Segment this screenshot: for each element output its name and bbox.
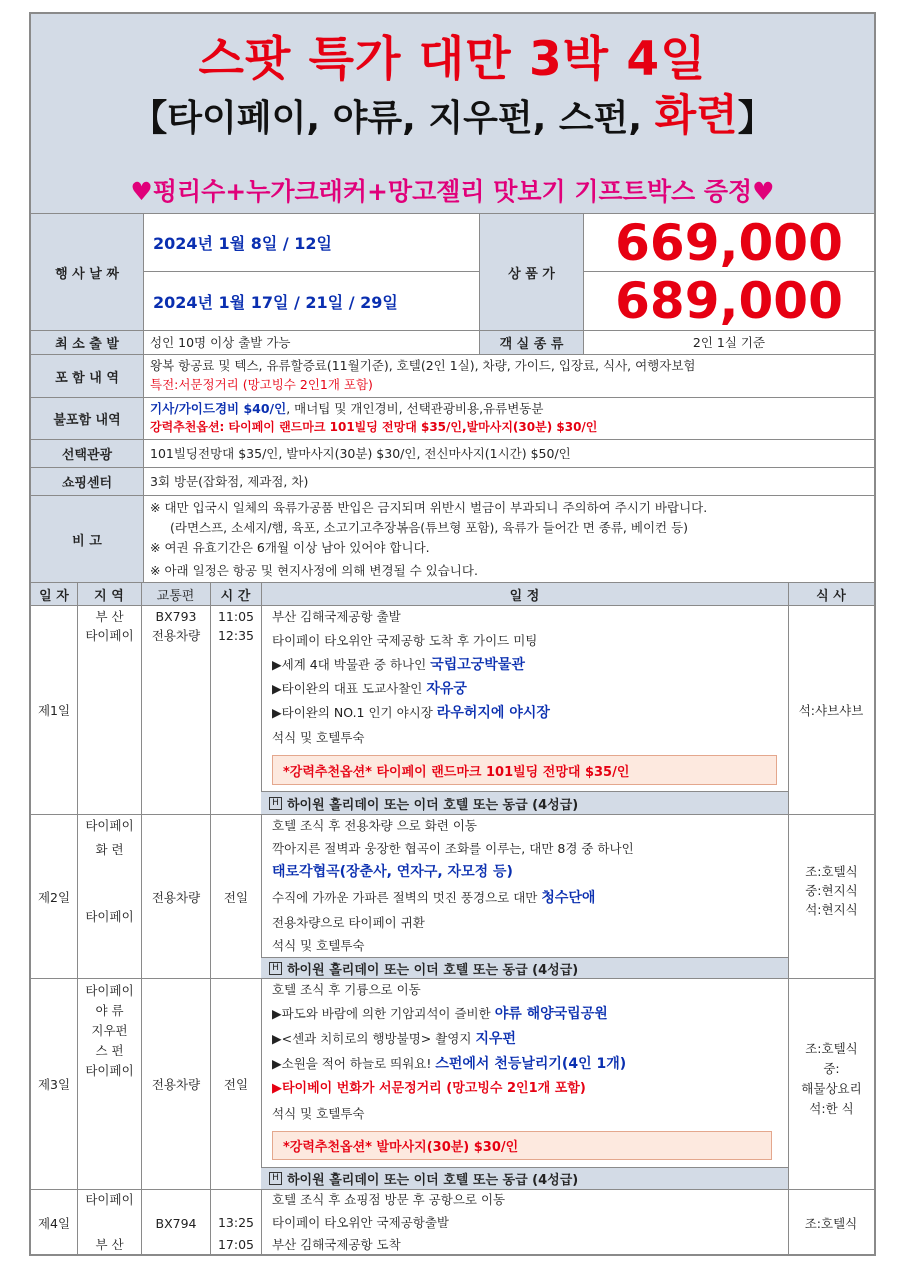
day-2-line-4 <box>272 888 595 908</box>
text: ▶세계 4대 박물관 중 하나인 <box>272 657 431 672</box>
lunch: 중:현지식 <box>805 883 858 898</box>
departure-time: 11:05 <box>217 609 255 624</box>
day-2-label: 제2일 <box>37 889 71 905</box>
excluded-line-2: 강력추천옵션: 타이페이 랜드마크 101빌딩 전망대 $35/인,발마사지(30분) $30/인 <box>150 420 598 434</box>
day-3-label: 제3일 <box>37 1077 71 1092</box>
included-line-2: 특전:서문정거리 (망고빙수 2인1개 포함) <box>150 377 373 392</box>
date-label: 행 사 날 짜 <box>31 214 143 330</box>
day-1-line-5 <box>272 703 550 723</box>
day-2-transport: 전용차량 <box>151 889 201 905</box>
highlight: 야류 해양국립공원 <box>494 1006 608 1022</box>
price-1: 669,000 <box>615 213 843 272</box>
day-4-region-1: 타이페이 <box>85 1192 134 1207</box>
hotel-icon: H <box>269 797 282 810</box>
day-3-line-5: ▶타이베이 번화가 서문정거리 (망고빙수 2인1개 포함) <box>272 1081 586 1096</box>
hotel-icon: H <box>269 1172 282 1185</box>
day-1-transport <box>142 607 210 645</box>
divider <box>31 467 874 468</box>
breakfast: 조:호텔식 <box>805 1041 858 1056</box>
price-2: 689,000 <box>615 272 843 330</box>
highlight: 국립고궁박물관 <box>430 657 525 673</box>
text: ▶타이완의 대표 도교사찰인 <box>272 681 427 696</box>
room-label: 객 실 종 류 <box>480 331 583 354</box>
excluded-rest: , 매너팁 및 개인경비, 선택관광비용,유류변동분 <box>286 401 544 416</box>
lunch-menu: 해물상요리 <box>801 1081 862 1096</box>
divider <box>31 354 874 355</box>
day-1-option-box: *강력추천옵션* 타이페이 랜드마크 101빌딩 전망대 $35/인 <box>272 755 777 785</box>
date-2: 2024년 1월 17일 / 21일 / 29일 <box>153 292 398 312</box>
col-region: 지 역 <box>94 588 124 604</box>
day-3-hotel <box>261 1167 788 1189</box>
highlight: 라우허지에 야시장 <box>436 705 550 721</box>
route-highlight: 화련 <box>654 91 738 141</box>
text: ▶파도와 바람에 의한 기암괴석이 즐비한 <box>272 1006 495 1021</box>
min-label: 최 소 출 발 <box>31 331 143 354</box>
day-1-meal: 석:샤브샤브 <box>798 703 864 718</box>
price-label: 상 품 가 <box>480 214 583 330</box>
region: 타이페이 <box>85 983 134 998</box>
day-4-flight: BX794 <box>155 1215 197 1231</box>
col-itinerary: 일 정 <box>509 588 540 604</box>
included-label: 포 함 내 역 <box>31 355 143 397</box>
day-4-time-1: 13:25 <box>217 1215 255 1230</box>
hotel-text: 하이원 홀리데이 또는 이더 호텔 또는 동급 (4성급) <box>287 962 579 978</box>
day-4-line-3: 부산 김해국제공항 도착 <box>272 1237 401 1252</box>
divider <box>31 397 874 398</box>
col-transport: 교통편 <box>156 588 195 604</box>
breakfast: 조:호텔식 <box>805 864 858 879</box>
day-3-line-4 <box>272 1054 626 1074</box>
header-section <box>31 14 874 213</box>
day-1-time <box>211 607 261 645</box>
day-1-hotel <box>261 791 788 814</box>
route-open: 【타이페이, 야류, 지우펀, 스펀, <box>131 98 655 139</box>
page-title: 스팟 특가 대만 3박 4일 <box>198 32 707 87</box>
day-1-line-2: 타이페이 타오위안 국제공항 도착 후 가이드 미팅 <box>272 633 538 648</box>
divider <box>143 214 144 330</box>
optional-value: 101빌딩전망대 $35/인, 발마사지(30분) $30/인, 전신마사지(1시간) $50/인 <box>150 446 571 461</box>
day-2-line-2: 깍아지른 절벽과 웅장한 협곡이 조화를 이루는, 대만 8경 중 하나인 <box>272 841 634 856</box>
shopping-value: 3회 방문(잡화점, 제과점, 차) <box>150 474 309 489</box>
note-4: ※ 아래 일정은 항공 및 현지사정에 의해 변경될 수 있습니다. <box>150 563 478 578</box>
hotel-text: 하이원 홀리데이 또는 이더 호텔 또는 동급 (4성급) <box>287 1173 579 1188</box>
included-line-1: 왕복 항공료 및 텍스, 유류할증료(11월기준), 호텔(2인 1실), 차량, 가이드, 입장료, 식사, 여행자보험 <box>150 358 696 373</box>
day-4-meal: 조:호텔식 <box>804 1216 858 1231</box>
day-2-line-1: 호텔 조식 후 전용차량 으로 화련 이동 <box>272 818 477 833</box>
excluded-label: 불포함 내역 <box>31 398 143 439</box>
date-1: 2024년 1월 8일 / 12일 <box>153 234 333 253</box>
divider <box>261 583 262 1256</box>
day-3-line-6: 석식 및 호텔투숙 <box>272 1106 365 1121</box>
day-2-time: 전일 <box>223 889 249 905</box>
day-3-region <box>78 981 141 1081</box>
day-4-line-2: 타이페이 타오위안 국제공항출발 <box>272 1215 449 1230</box>
tour-flyer <box>29 12 876 1256</box>
day-1-label: 제1일 <box>37 703 71 718</box>
col-time: 시 간 <box>220 588 251 604</box>
region-busan: 부 산 <box>95 609 124 624</box>
text: ▶<센과 치히로의 행방불명> 촬영지 <box>272 1031 476 1046</box>
dinner: 석:현지식 <box>805 902 858 917</box>
divider <box>31 330 874 331</box>
day-4-time-2: 17:05 <box>217 1237 255 1252</box>
day-3-line-3 <box>272 1029 516 1049</box>
day-1-line-1: 부산 김해국제공항 출발 <box>272 609 401 624</box>
route-close: 】 <box>737 98 774 139</box>
shopping-label: 쇼핑센터 <box>31 468 143 495</box>
excluded-line-1 <box>144 399 874 418</box>
room-value: 2인 1실 기준 <box>692 335 766 350</box>
day-1-line-6: 석식 및 호텔투숙 <box>272 730 365 745</box>
note-2: (라면스프, 소세지/햄, 육포, 소고기고추장볶음(튜브형 포함), 육류가 들어간 면 종류, 베이컨 등) <box>170 520 689 535</box>
text: 수직에 가까운 가파른 절벽의 멋진 풍경으로 대만 <box>272 890 542 905</box>
arrival-time: 12:35 <box>217 628 255 643</box>
day-2-line-5: 전용차량으로 타이페이 귀환 <box>272 915 425 930</box>
day-3-meal <box>789 1039 874 1119</box>
day-2-hotel <box>261 957 788 978</box>
route-line <box>31 82 874 143</box>
day-2-region-1: 타이페이 <box>85 818 134 833</box>
divider <box>31 495 874 496</box>
min-value: 성인 10명 이상 출발 가능 <box>150 335 291 350</box>
highlight: 스펀에서 천등날리기(4인 1개) <box>435 1056 627 1072</box>
day-3-time: 전일 <box>223 1077 249 1092</box>
optional-label: 선택관광 <box>31 440 143 467</box>
day-4-region-2: 부 산 <box>95 1237 124 1252</box>
gift-banner: ♥펑리수+누가크래커+망고젤리 맛보기 기프트박스 증정♥ <box>130 177 775 206</box>
day-1-line-4 <box>272 679 467 699</box>
lunch: 중: <box>823 1061 840 1076</box>
region: 스 펀 <box>95 1043 124 1058</box>
day-2-region-2: 화 련 <box>95 842 124 857</box>
day-2-line-3: 태로각협곡(장춘사, 연자구, 자모정 등) <box>272 864 513 880</box>
highlight: 청수단애 <box>541 890 596 906</box>
day-3-line-2 <box>272 1004 608 1024</box>
day-4-line-1: 호텔 조식 후 쇼핑점 방문 후 공항으로 이동 <box>272 1192 506 1207</box>
region: 야 류 <box>95 1003 124 1018</box>
text: ▶소원을 적어 하늘로 띄워요! <box>272 1056 436 1071</box>
col-meal: 식 사 <box>816 588 846 604</box>
day-3-line-1: 호텔 조식 후 기륭으로 이동 <box>272 982 421 997</box>
text: ▶타이완의 NO.1 인기 야시장 <box>272 705 437 720</box>
region-taipei: 타이페이 <box>85 628 134 643</box>
col-day: 일 자 <box>39 588 69 604</box>
day-3-option-box: *강력추천옵션* 발마사지(30분) $30/인 <box>272 1131 772 1160</box>
divider <box>31 439 874 440</box>
highlight: 자유궁 <box>426 681 467 697</box>
region: 지우펀 <box>91 1023 128 1038</box>
note-3: ※ 여권 유효기간은 6개월 이상 남아 있어야 합니다. <box>150 540 430 555</box>
hotel-text: 하이원 홀리데이 또는 이더 호텔 또는 동급 (4성급) <box>287 797 579 813</box>
region: 타이페이 <box>85 1063 134 1078</box>
highlight: 지우펀 <box>475 1031 517 1047</box>
notes-label: 비 고 <box>31 496 143 582</box>
guide-fee: 기사/가이드경비 $40/인 <box>150 401 287 416</box>
day-4-label: 제4일 <box>37 1216 71 1231</box>
day-2-region-3: 타이페이 <box>85 909 134 924</box>
day-3-transport: 전용차량 <box>151 1077 201 1092</box>
day-2-meal <box>789 862 874 919</box>
hotel-icon: H <box>269 962 282 975</box>
flight-number: BX793 <box>155 609 197 624</box>
transport-type: 전용차량 <box>151 628 201 643</box>
day-1-region <box>78 607 141 645</box>
day-2-line-6: 석식 및 호텔투숙 <box>272 938 365 953</box>
divider <box>31 605 874 606</box>
day-1-line-3 <box>272 655 525 675</box>
dinner: 석:한 식 <box>809 1101 854 1116</box>
note-1: ※ 대만 입국시 일체의 육류가공품 반입은 금지되며 위반시 벌금이 부과되니 주의하여 주시기 바랍니다. <box>150 500 708 515</box>
